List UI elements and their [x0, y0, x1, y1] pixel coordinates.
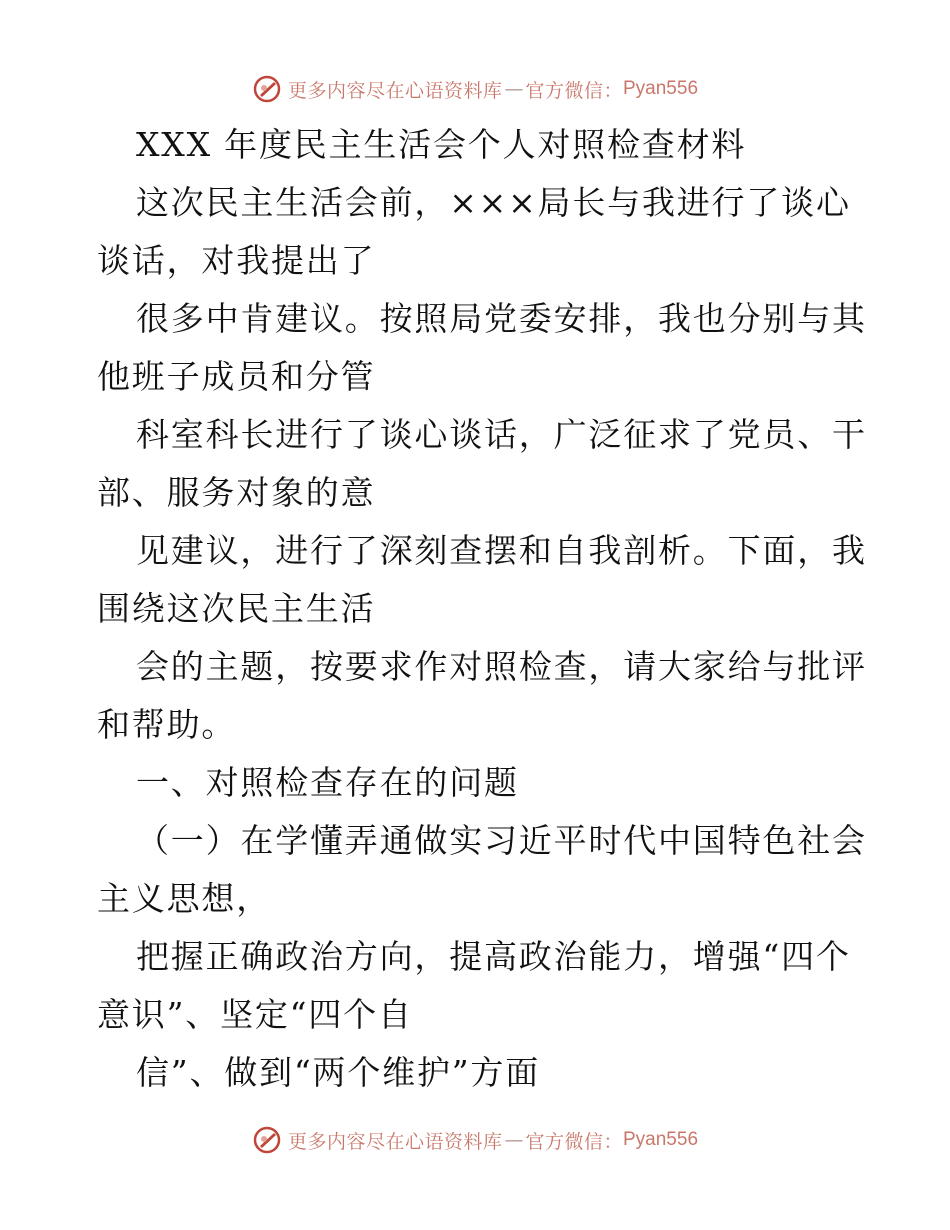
doc-line: 部、服务对象的意: [97, 473, 376, 512]
banner-separator: —: [504, 1129, 524, 1151]
doc-line: 主义思想，: [97, 879, 271, 918]
doc-line: 他班子成员和分管: [97, 357, 376, 396]
doc-line: 这次民主生活会前，×××局长与我进行了谈心: [136, 183, 851, 222]
doc-line: 和帮助。: [97, 705, 237, 744]
doc-line: 信”、做到“两个维护”方面: [136, 1053, 541, 1092]
brand-logo-icon: [252, 74, 282, 104]
banner-text: 更多内容尽在心语资料库: [287, 79, 503, 102]
banner-wechat-label: 官方微信：: [525, 79, 623, 102]
subsection-heading: （一）在学懂弄通做实习近平时代中国特色社会: [136, 821, 867, 860]
document-body: [97, 116, 867, 1102]
section-heading: 一、对照检查存在的问题: [136, 763, 519, 802]
banner-wechat-id: Pyan556: [623, 1129, 699, 1150]
doc-line: 把握正确政治方向，提高政治能力，增强“四个: [136, 937, 851, 976]
banner-wechat-label: 官方微信：: [525, 1130, 623, 1153]
banner-wechat-id: Pyan556: [623, 78, 699, 99]
doc-line: 很多中肯建议。按照局党委安排，我也分别与其: [136, 299, 867, 338]
doc-line: 见建议，进行了深刻查摆和自我剖析。下面，我: [136, 531, 867, 570]
doc-line: 科室科长进行了谈心谈话，广泛征求了党员、干: [136, 415, 867, 454]
banner-separator: —: [504, 78, 524, 100]
doc-line: 谈话，对我提出了: [97, 241, 376, 280]
doc-line: 会的主题，按要求作对照检查，请大家给与批评: [136, 647, 867, 686]
doc-line: 意识”、坚定“四个自: [97, 995, 413, 1034]
banner-text: 更多内容尽在心语资料库: [287, 1130, 503, 1153]
doc-title: XXX 年度民主生活会个人对照检查材料: [136, 125, 747, 164]
footer-watermark-banner: [0, 1122, 950, 1158]
header-watermark-banner: [0, 71, 950, 107]
brand-logo-icon: [252, 1125, 282, 1155]
doc-line: 围绕这次民主生活: [97, 589, 376, 628]
